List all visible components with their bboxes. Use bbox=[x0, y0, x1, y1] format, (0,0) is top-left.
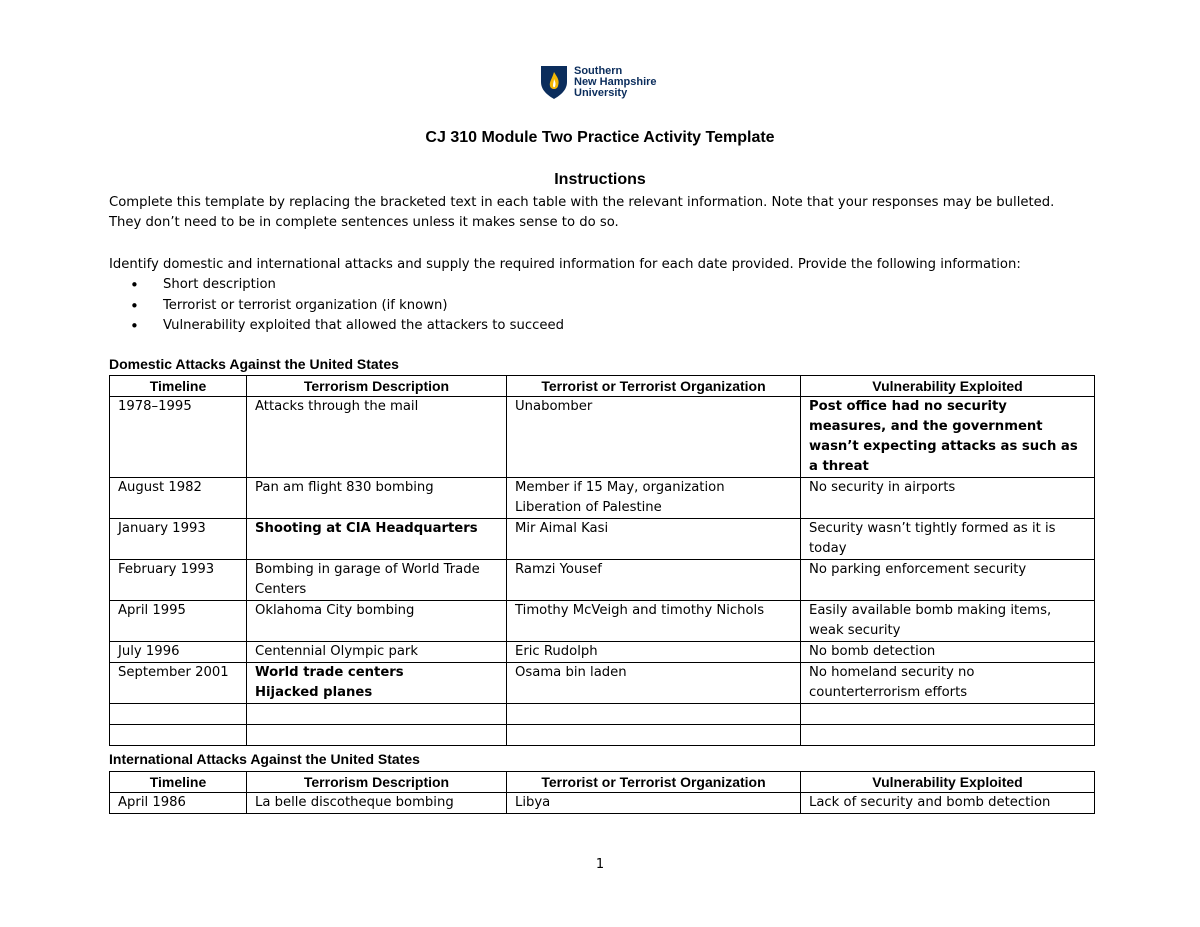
list-item: • Short description bbox=[130, 275, 564, 296]
logo-line-3: University bbox=[574, 86, 628, 99]
empty-cell bbox=[801, 704, 1095, 725]
cell-timeline: February 1993 bbox=[110, 560, 247, 601]
table-row bbox=[110, 478, 1095, 519]
empty-row bbox=[110, 704, 1095, 725]
cell-timeline: July 1996 bbox=[110, 642, 247, 663]
table-row bbox=[110, 560, 1095, 601]
cell-vulnerability: Easily available bomb making items, weak security bbox=[801, 601, 1095, 642]
cell-organization: Member if 15 May, organization Liberation of Palestine bbox=[507, 478, 801, 519]
cell-organization: Ramzi Yousef bbox=[507, 560, 801, 601]
requirements-list bbox=[130, 275, 564, 337]
table-row bbox=[110, 642, 1095, 663]
cell-vulnerability: No homeland security no counterterrorism efforts bbox=[801, 663, 1095, 704]
shield-flame-icon bbox=[539, 64, 569, 100]
header-organization: Terrorist or Terrorist Organization bbox=[507, 376, 801, 397]
cell-description: Attacks through the mail bbox=[247, 397, 507, 478]
cell-organization: Mir Aimal Kasi bbox=[507, 519, 801, 560]
instructions-line-1: Complete this template by replacing the bracketed text in each table with the relevant information. Note that your responses may be bulleted. bbox=[109, 195, 1055, 210]
instructions-line-2: They don’t need to be in complete sentences unless it makes sense to do so. bbox=[109, 215, 619, 230]
table-header-row bbox=[110, 376, 1095, 397]
header-timeline: Timeline bbox=[110, 772, 247, 793]
empty-cell bbox=[110, 725, 247, 746]
empty-row bbox=[110, 725, 1095, 746]
page-number: 1 bbox=[595, 857, 605, 872]
table-row bbox=[110, 601, 1095, 642]
cell-vulnerability: Lack of security and bomb detection bbox=[801, 793, 1095, 814]
cell-timeline: September 2001 bbox=[110, 663, 247, 704]
cell-vulnerability: Security wasn’t tightly formed as it is today bbox=[801, 519, 1095, 560]
empty-cell bbox=[801, 725, 1095, 746]
cell-organization: Timothy McVeigh and timothy Nichols bbox=[507, 601, 801, 642]
cell-organization: Libya bbox=[507, 793, 801, 814]
table-row bbox=[110, 793, 1095, 814]
cell-vulnerability: Post office had no security measures, and the government wasn’t expecting attacks as such as a threat bbox=[801, 397, 1095, 478]
domestic-attacks-table bbox=[109, 375, 1095, 746]
list-item: • Vulnerability exploited that allowed the attackers to succeed bbox=[130, 316, 564, 337]
description-line-2: Hijacked planes bbox=[255, 685, 373, 700]
instructions-heading: Instructions bbox=[554, 171, 646, 188]
description-line-1: World trade centers bbox=[255, 665, 404, 680]
logo-wordmark bbox=[574, 66, 657, 99]
cell-vulnerability: No parking enforcement security bbox=[801, 560, 1095, 601]
international-heading: International Attacks Against the United States bbox=[109, 751, 420, 767]
header-timeline: Timeline bbox=[110, 376, 247, 397]
cell-timeline: January 1993 bbox=[110, 519, 247, 560]
cell-timeline: April 1986 bbox=[110, 793, 247, 814]
cell-vulnerability: No security in airports bbox=[801, 478, 1095, 519]
cell-timeline: April 1995 bbox=[110, 601, 247, 642]
logo-line-1: Southern bbox=[574, 64, 623, 77]
international-attacks-table bbox=[109, 771, 1095, 814]
cell-vulnerability: No bomb detection bbox=[801, 642, 1095, 663]
empty-cell bbox=[110, 704, 247, 725]
header-description: Terrorism Description bbox=[247, 772, 507, 793]
cell-organization: Unabomber bbox=[507, 397, 801, 478]
cell-description: Centennial Olympic park bbox=[247, 642, 507, 663]
header-vulnerability: Vulnerability Exploited bbox=[801, 376, 1095, 397]
cell-timeline: 1978–1995 bbox=[110, 397, 247, 478]
snhu-logo bbox=[539, 64, 657, 100]
document-title: CJ 310 Module Two Practice Activity Template bbox=[425, 129, 775, 146]
cell-description: Shooting at CIA Headquarters bbox=[247, 519, 507, 560]
empty-cell bbox=[507, 725, 801, 746]
empty-cell bbox=[507, 704, 801, 725]
table-row bbox=[110, 397, 1095, 478]
empty-cell bbox=[247, 725, 507, 746]
empty-cell bbox=[247, 704, 507, 725]
table-row bbox=[110, 663, 1095, 704]
logo-line-2: New Hampshire bbox=[574, 75, 657, 88]
cell-description: Bombing in garage of World Trade Centers bbox=[247, 560, 507, 601]
table-row bbox=[110, 519, 1095, 560]
domestic-heading: Domestic Attacks Against the United States bbox=[109, 356, 399, 372]
header-organization: Terrorist or Terrorist Organization bbox=[507, 772, 801, 793]
cell-organization: Eric Rudolph bbox=[507, 642, 801, 663]
header-vulnerability: Vulnerability Exploited bbox=[801, 772, 1095, 793]
cell-description bbox=[247, 663, 507, 704]
cell-description: La belle discotheque bombing bbox=[247, 793, 507, 814]
identify-paragraph: Identify domestic and international attacks and supply the required information for each date provided. Provide the following information: bbox=[109, 257, 1021, 272]
cell-organization: Osama bin laden bbox=[507, 663, 801, 704]
table-header-row bbox=[110, 772, 1095, 793]
cell-description: Oklahoma City bombing bbox=[247, 601, 507, 642]
cell-description: Pan am flight 830 bombing bbox=[247, 478, 507, 519]
list-item: • Terrorist or terrorist organization (if known) bbox=[130, 296, 564, 317]
cell-timeline: August 1982 bbox=[110, 478, 247, 519]
header-description: Terrorism Description bbox=[247, 376, 507, 397]
